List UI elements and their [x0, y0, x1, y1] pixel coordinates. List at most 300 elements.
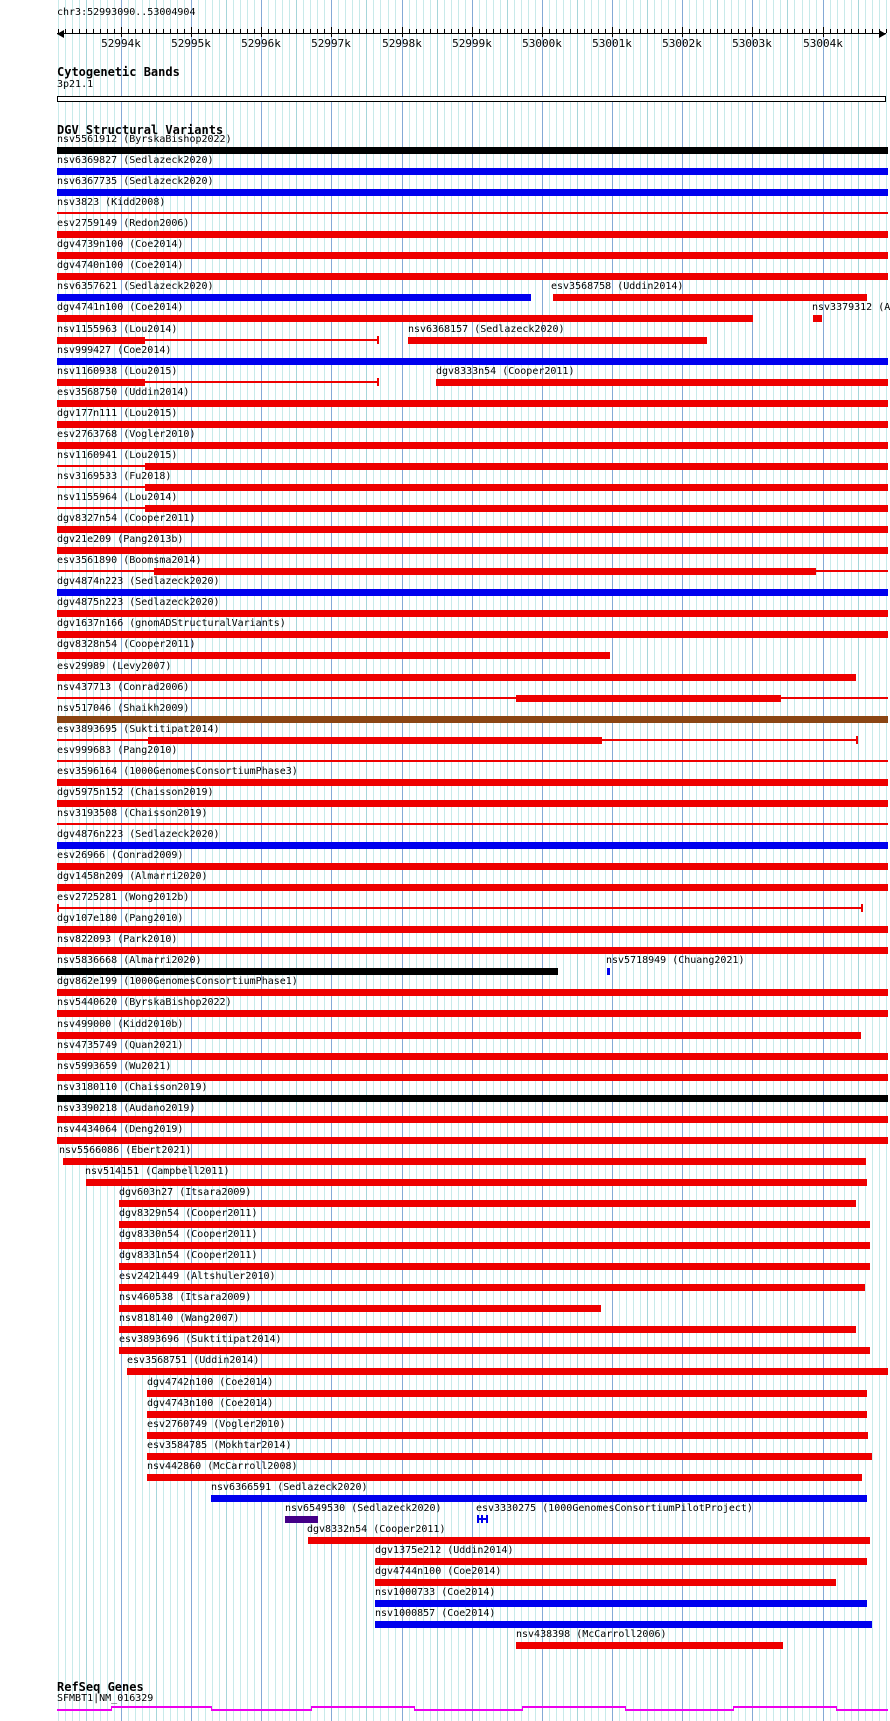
ruler-minor-tick	[703, 29, 704, 33]
ruler-minor-tick	[500, 29, 501, 33]
variant-bar[interactable]	[57, 1116, 888, 1123]
variant-bar[interactable]	[147, 1474, 862, 1481]
ruler-minor-tick	[584, 29, 585, 33]
ruler-minor-tick	[759, 29, 760, 33]
variant-bar[interactable]	[57, 212, 888, 214]
ruler-minor-tick	[254, 29, 255, 33]
variant-label[interactable]: dgv862e199 (1000GenomesConsortiumPhase1)	[57, 976, 298, 987]
variant-bar[interactable]	[57, 1137, 888, 1144]
variant-label[interactable]: nsv1155963 (Lou2014)	[57, 324, 178, 335]
variant-bar[interactable]	[119, 1326, 856, 1333]
gene-line-segment	[57, 1709, 111, 1711]
variant-label[interactable]: dgv107e180 (Pang2010)	[57, 913, 184, 924]
variant-label[interactable]: esv3584785 (Mokhtar2014)	[147, 1440, 292, 1451]
variant-bar[interactable]	[148, 737, 602, 744]
variant-label[interactable]: esv3893696 (Suktitipat2014)	[119, 1334, 282, 1345]
variant-bar[interactable]	[57, 507, 145, 509]
variant-label[interactable]: esv2760749 (Vogler2010)	[147, 1419, 286, 1430]
ruler-minor-tick	[794, 29, 795, 33]
variant-label[interactable]: dgv1458n209 (Almarri2020)	[57, 871, 208, 882]
ruler-minor-tick	[816, 29, 817, 33]
ruler-minor-tick	[135, 29, 136, 33]
variant-bar[interactable]	[516, 1642, 783, 1649]
variant-label[interactable]: dgv8332n54 (Cooper2011)	[307, 1524, 446, 1535]
ruler-minor-tick	[317, 29, 318, 33]
variant-bar[interactable]	[57, 631, 888, 638]
variant-label[interactable]: nsv514151 (Campbell2011)	[85, 1166, 230, 1177]
ruler-minor-tick	[289, 29, 290, 33]
variant-bar[interactable]	[57, 652, 610, 659]
gene-line-step	[311, 1706, 312, 1711]
variant-label[interactable]: esv3330275 (1000GenomesConsortiumPilotProject)	[476, 1503, 753, 1514]
variant-bar[interactable]	[57, 1095, 888, 1102]
ruler-minor-tick	[872, 29, 873, 33]
gene-line-step	[522, 1706, 523, 1711]
variant-label[interactable]: nsv1155964 (Lou2014)	[57, 492, 178, 503]
variant-label[interactable]: nsv4434064 (Deng2019)	[57, 1124, 184, 1135]
ruler-tick-label: 53000k	[522, 37, 562, 50]
ruler-minor-tick	[170, 29, 171, 33]
variant-bar[interactable]	[57, 1074, 888, 1081]
ruler-minor-tick	[591, 29, 592, 33]
variant-label[interactable]: nsv6549530 (Sedlazeck2020)	[285, 1503, 442, 1514]
variant-label[interactable]: dgv4741n100 (Coe2014)	[57, 302, 184, 313]
ruler-minor-tick	[521, 29, 522, 33]
variant-label[interactable]: nsv1000733 (Coe2014)	[375, 1587, 496, 1598]
variant-label[interactable]: esv2763768 (Vogler2010)	[57, 429, 196, 440]
variant-bar[interactable]	[57, 926, 888, 933]
variant-label[interactable]: nsv5561912 (ByrskaBishop2022)	[57, 134, 232, 145]
variant-bar[interactable]	[57, 358, 888, 365]
variant-bar[interactable]	[119, 1200, 856, 1207]
variant-label[interactable]: dgv4743n100 (Coe2014)	[147, 1398, 274, 1409]
ruler-minor-tick	[696, 29, 697, 33]
variant-label[interactable]: nsv1160941 (Lou2015)	[57, 450, 178, 461]
gene-line-step	[211, 1706, 212, 1711]
ruler-minor-tick	[233, 29, 234, 33]
ruler-minor-tick	[486, 29, 487, 33]
variant-bar[interactable]	[57, 779, 888, 786]
variant-bar[interactable]	[57, 1053, 888, 1060]
variant-label[interactable]: nsv6357621 (Sedlazeck2020)	[57, 281, 214, 292]
variant-label[interactable]: esv26966 (Conrad2009)	[57, 850, 184, 861]
variant-label[interactable]: esv3596164 (1000GenomesConsortiumPhase3)	[57, 766, 298, 777]
variant-bar[interactable]	[57, 315, 753, 322]
ruler-tick-label: 52995k	[171, 37, 211, 50]
ruler-minor-tick	[710, 29, 711, 33]
ruler-minor-tick	[787, 29, 788, 33]
variant-label[interactable]: dgv8327n54 (Cooper2011)	[57, 513, 196, 524]
variant-bar[interactable]	[57, 989, 888, 996]
variant-label[interactable]: dgv4744n100 (Coe2014)	[375, 1566, 502, 1577]
variant-bar[interactable]	[57, 968, 558, 975]
ruler-minor-tick	[380, 29, 381, 33]
variant-bar[interactable]	[119, 1263, 870, 1270]
gene-line-segment	[211, 1709, 311, 1711]
variant-label[interactable]: dgv8328n54 (Cooper2011)	[57, 639, 196, 650]
variant-bar[interactable]	[816, 570, 888, 572]
ruler-minor-tick	[388, 29, 389, 33]
variant-bar[interactable]	[147, 1432, 868, 1439]
variant-bar[interactable]	[57, 674, 856, 681]
ruler-minor-tick	[731, 29, 732, 33]
variant-end-tick	[377, 336, 379, 344]
variant-bar[interactable]	[127, 1368, 888, 1375]
variant-bar[interactable]	[602, 739, 856, 741]
variant-bar[interactable]	[119, 1242, 870, 1249]
ruler-minor-tick	[689, 29, 690, 33]
variant-bar[interactable]	[408, 337, 707, 344]
ruler-minor-tick	[879, 29, 880, 33]
variant-end-tick	[477, 1515, 479, 1523]
ruler-minor-tick	[93, 29, 94, 33]
variant-bar[interactable]	[813, 315, 822, 322]
ruler-minor-tick	[837, 29, 838, 33]
variant-bar[interactable]	[57, 884, 888, 891]
variant-label[interactable]: nsv3390218 (Audano2019)	[57, 1103, 196, 1114]
ruler-minor-tick	[128, 29, 129, 33]
gene-line-segment	[522, 1706, 625, 1708]
ruler-minor-tick	[780, 29, 781, 33]
variant-bar[interactable]	[57, 379, 145, 386]
variant-label[interactable]: nsv3193508 (Chaisson2019)	[57, 808, 208, 819]
ruler-minor-tick	[717, 29, 718, 33]
variant-label[interactable]: dgv8330n54 (Cooper2011)	[119, 1229, 258, 1240]
variant-bar[interactable]	[57, 739, 148, 741]
variant-bar[interactable]	[516, 695, 781, 702]
ruler-minor-tick	[345, 29, 346, 33]
variant-bar[interactable]	[57, 465, 145, 467]
variant-label[interactable]: esv999683 (Pang2010)	[57, 745, 178, 756]
variant-bar[interactable]	[145, 505, 888, 512]
variant-label[interactable]: dgv21e209 (Pang2013b)	[57, 534, 184, 545]
ruler-minor-tick	[844, 29, 845, 33]
ruler-tick-label: 52999k	[452, 37, 492, 50]
variant-label[interactable]: dgv8329n54 (Cooper2011)	[119, 1208, 258, 1219]
ruler-minor-tick	[654, 29, 655, 33]
variant-label[interactable]: esv29989 (Levy2007)	[57, 661, 172, 672]
ruler-minor-tick	[409, 29, 410, 33]
variant-bar[interactable]	[57, 947, 888, 954]
ruler-major-tick	[682, 27, 683, 37]
ruler-minor-tick	[310, 29, 311, 33]
variant-bar[interactable]	[375, 1600, 867, 1607]
ruler-minor-tick	[493, 29, 494, 33]
variant-bar[interactable]	[308, 1537, 870, 1544]
variant-bar[interactable]	[57, 863, 888, 870]
refseq-gene-label[interactable]: SFMBT1|NM_016329	[57, 1693, 154, 1704]
variant-bar[interactable]	[145, 463, 888, 470]
ruler-minor-tick	[745, 29, 746, 33]
variant-label[interactable]: nsv460538 (Itsara2009)	[119, 1292, 252, 1303]
ruler-minor-tick	[549, 29, 550, 33]
variant-label[interactable]: esv3568758 (Uddin2014)	[551, 281, 684, 292]
variant-label[interactable]: dgv8331n54 (Cooper2011)	[119, 1250, 258, 1261]
variant-bar[interactable]	[57, 147, 888, 154]
refseq-track-title: RefSeq Genes	[57, 1680, 144, 1694]
gene-line-segment	[625, 1709, 733, 1711]
ruler-minor-tick	[303, 29, 304, 33]
ruler-minor-tick	[577, 29, 578, 33]
variant-label[interactable]: nsv1000857 (Coe2014)	[375, 1608, 496, 1619]
variant-bar[interactable]	[57, 1010, 888, 1017]
variant-label[interactable]: nsv3379312 (A	[812, 302, 890, 313]
variant-bar[interactable]	[57, 231, 888, 238]
variant-bar[interactable]	[147, 1390, 867, 1397]
variant-bar[interactable]	[57, 294, 531, 301]
ruler-tick-label: 52998k	[382, 37, 422, 50]
variant-bar[interactable]	[154, 568, 816, 575]
variant-bar[interactable]	[57, 442, 888, 449]
variant-bar[interactable]	[57, 570, 154, 572]
variant-label[interactable]: esv2759149 (Redon2006)	[57, 218, 190, 229]
variant-label[interactable]: nsv6368157 (Sedlazeck2020)	[408, 324, 565, 335]
variant-bar[interactable]	[57, 526, 888, 533]
variant-bar[interactable]	[57, 337, 145, 344]
variant-label[interactable]: dgv8333n54 (Cooper2011)	[436, 366, 575, 377]
ruler-tick-label: 52996k	[241, 37, 281, 50]
variant-bar[interactable]	[57, 189, 888, 196]
variant-bar[interactable]	[145, 339, 377, 341]
ruler-minor-tick	[598, 29, 599, 33]
variant-label[interactable]: dgv4874n223 (Sedlazeck2020)	[57, 576, 220, 587]
ruler-minor-tick	[465, 29, 466, 33]
ruler-minor-tick	[240, 29, 241, 33]
variant-label[interactable]: nsv5440620 (ByrskaBishop2022)	[57, 997, 232, 1008]
variant-bar[interactable]	[147, 1453, 872, 1460]
variant-bar[interactable]	[57, 400, 888, 407]
variant-bar[interactable]	[145, 484, 888, 491]
variant-bar[interactable]	[57, 589, 888, 596]
variant-bar[interactable]	[119, 1221, 870, 1228]
ruler-minor-tick	[156, 29, 157, 33]
ruler-minor-tick	[514, 29, 515, 33]
ruler-minor-tick	[724, 29, 725, 33]
variant-label[interactable]: nsv822093 (Park2010)	[57, 934, 178, 945]
ruler-minor-tick	[766, 29, 767, 33]
variant-bar[interactable]	[63, 1158, 866, 1165]
gene-line-step	[836, 1706, 837, 1711]
ruler-minor-tick	[142, 29, 143, 33]
ruler-minor-tick	[773, 29, 774, 33]
variant-label[interactable]: dgv4740n100 (Coe2014)	[57, 260, 184, 271]
ruler-tick-label: 52994k	[101, 37, 141, 50]
ruler-major-tick	[261, 27, 262, 37]
ruler-tick-label: 52997k	[311, 37, 351, 50]
ruler-right-arrow-icon	[879, 30, 886, 38]
variant-label[interactable]: nsv1160938 (Lou2015)	[57, 366, 178, 377]
variant-label[interactable]: nsv499000 (Kidd2010b)	[57, 1019, 184, 1030]
variant-label[interactable]: nsv4735749 (Quan2021)	[57, 1040, 184, 1051]
variant-bar[interactable]	[57, 252, 888, 259]
ruler-minor-tick	[275, 29, 276, 33]
variant-end-tick	[856, 736, 858, 744]
variant-end-tick	[861, 904, 863, 912]
gene-line-segment	[836, 1709, 888, 1711]
ruler-minor-tick	[563, 29, 564, 33]
variant-bar[interactable]	[553, 294, 867, 301]
variant-bar[interactable]	[57, 760, 888, 762]
ruler-minor-tick	[626, 29, 627, 33]
variant-bar[interactable]	[57, 800, 888, 807]
ruler-minor-tick	[359, 29, 360, 33]
variant-bar[interactable]	[57, 907, 861, 909]
ruler-minor-tick	[507, 29, 508, 33]
ruler-minor-tick	[149, 29, 150, 33]
variant-bar[interactable]	[57, 1032, 861, 1039]
variant-label[interactable]: nsv818140 (Wang2007)	[119, 1313, 240, 1324]
ruler-tick-label: 53001k	[592, 37, 632, 50]
ruler-minor-tick	[886, 29, 887, 33]
variant-bar[interactable]	[57, 421, 888, 428]
variant-label[interactable]: dgv4742n100 (Coe2014)	[147, 1377, 274, 1388]
gene-line-step	[733, 1706, 734, 1711]
ruler-major-tick	[542, 27, 543, 37]
variant-label[interactable]: esv2725281 (Wong2012b)	[57, 892, 190, 903]
ruler-minor-tick	[226, 29, 227, 33]
variant-label[interactable]: nsv3180110 (Chaisson2019)	[57, 1082, 208, 1093]
variant-label[interactable]: nsv6369827 (Sedlazeck2020)	[57, 155, 214, 166]
variant-bar[interactable]	[375, 1579, 836, 1586]
ruler-minor-tick	[107, 29, 108, 33]
ruler-minor-tick	[184, 29, 185, 33]
variant-label[interactable]: nsv3169533 (Fu2018)	[57, 471, 172, 482]
variant-label[interactable]: nsv517046 (Shaikh2009)	[57, 703, 190, 714]
variant-label[interactable]: nsv6367735 (Sedlazeck2020)	[57, 176, 214, 187]
gene-line-step	[414, 1706, 415, 1711]
variant-label[interactable]: nsv5836668 (Almarri2020)	[57, 955, 202, 966]
ruler-minor-tick	[437, 29, 438, 33]
ruler-major-tick	[752, 27, 753, 37]
ruler-minor-tick	[809, 29, 810, 33]
variant-label[interactable]: dgv5975n152 (Chaisson2019)	[57, 787, 214, 798]
ruler-minor-tick	[205, 29, 206, 33]
ruler-major-tick	[402, 27, 403, 37]
variant-label[interactable]: nsv438398 (McCarroll2006)	[516, 1629, 667, 1640]
ruler-minor-tick	[72, 29, 73, 33]
variant-bar[interactable]	[145, 381, 377, 383]
variant-label[interactable]: dgv4876n223 (Sedlazeck2020)	[57, 829, 220, 840]
ruler-minor-tick	[535, 29, 536, 33]
variant-label[interactable]: nsv5718949 (Chuang2021)	[606, 955, 745, 966]
ruler-minor-tick	[338, 29, 339, 33]
ruler-minor-tick	[282, 29, 283, 33]
variant-bar[interactable]	[607, 968, 610, 975]
ruler-minor-tick	[58, 29, 59, 33]
ruler-minor-tick	[633, 29, 634, 33]
variant-label[interactable]: nsv999427 (Coe2014)	[57, 345, 172, 356]
ruler-minor-tick	[570, 29, 571, 33]
ruler-minor-tick	[430, 29, 431, 33]
ruler-minor-tick	[324, 29, 325, 33]
gene-line-step	[625, 1706, 626, 1711]
variant-bar[interactable]	[119, 1305, 601, 1312]
variant-bar[interactable]	[57, 168, 888, 175]
variant-bar[interactable]	[285, 1516, 318, 1523]
ruler-minor-tick	[451, 29, 452, 33]
ruler-minor-tick	[79, 29, 80, 33]
variant-label[interactable]: esv3568751 (Uddin2014)	[127, 1355, 260, 1366]
ruler-minor-tick	[738, 29, 739, 33]
ruler-minor-tick	[640, 29, 641, 33]
ruler-minor-tick	[858, 29, 859, 33]
variant-bar[interactable]	[119, 1347, 870, 1354]
variant-bar[interactable]	[57, 716, 888, 723]
variant-bar[interactable]	[375, 1621, 872, 1628]
variant-label[interactable]: nsv3823 (Kidd2008)	[57, 197, 166, 208]
variant-bar[interactable]	[211, 1495, 867, 1502]
variant-label[interactable]: esv3561890 (Boomsma2014)	[57, 555, 202, 566]
ruler-minor-tick	[528, 29, 529, 33]
variant-label[interactable]: esv2421449 (Altshuler2010)	[119, 1271, 276, 1282]
variant-label[interactable]: dgv4875n223 (Sedlazeck2020)	[57, 597, 220, 608]
variant-bar[interactable]	[57, 547, 888, 554]
variant-bar[interactable]	[436, 379, 888, 386]
variant-label[interactable]: dgv4739n100 (Coe2014)	[57, 239, 184, 250]
variant-bar[interactable]	[147, 1411, 867, 1418]
variant-label[interactable]: nsv442860 (McCarroll2008)	[147, 1461, 298, 1472]
variant-label[interactable]: nsv437713 (Conrad2006)	[57, 682, 190, 693]
cytoband-name: 3p21.1	[57, 79, 94, 90]
variant-bar[interactable]	[57, 823, 888, 825]
gene-line-segment	[311, 1706, 414, 1708]
variant-label[interactable]: esv3893695 (Suktitipat2014)	[57, 724, 220, 735]
ruler-minor-tick	[114, 29, 115, 33]
ruler-minor-tick	[373, 29, 374, 33]
ruler-minor-tick	[86, 29, 87, 33]
variant-bar[interactable]	[57, 842, 888, 849]
ruler-minor-tick	[605, 29, 606, 33]
region-label: chr3:52993090..53004904	[57, 7, 196, 18]
ruler-major-tick	[472, 27, 473, 37]
ruler-major-tick	[612, 27, 613, 37]
ruler-minor-tick	[100, 29, 101, 33]
ruler-minor-tick	[268, 29, 269, 33]
gene-line-segment	[414, 1709, 522, 1711]
ruler-minor-tick	[423, 29, 424, 33]
dgv-track-title: DGV Structural Variants	[57, 123, 224, 137]
variant-label[interactable]: dgv1637n166 (gnomADStructuralVariants)	[57, 618, 286, 629]
ruler-tick-label: 53003k	[732, 37, 772, 50]
variant-bar[interactable]	[119, 1284, 865, 1291]
variant-bar[interactable]	[375, 1558, 867, 1565]
variant-bar[interactable]	[57, 273, 888, 280]
variant-bar[interactable]	[57, 486, 145, 488]
variant-label[interactable]: dgv1375e212 (Uddin2014)	[375, 1545, 514, 1556]
variant-label[interactable]: nsv5566086 (Ebert2021)	[59, 1145, 192, 1156]
ruler-minor-tick	[416, 29, 417, 33]
ruler-minor-tick	[247, 29, 248, 33]
ruler-minor-tick	[177, 29, 178, 33]
ruler-major-tick	[823, 27, 824, 37]
variant-label[interactable]: dgv603n27 (Itsara2009)	[119, 1187, 252, 1198]
ruler-minor-tick	[830, 29, 831, 33]
variant-label[interactable]: nsv5993659 (Wu2021)	[57, 1061, 172, 1072]
variant-label[interactable]: esv3568750 (Uddin2014)	[57, 387, 190, 398]
variant-label[interactable]: dgv177n111 (Lou2015)	[57, 408, 178, 419]
variant-bar[interactable]	[86, 1179, 867, 1186]
ruler-minor-tick	[865, 29, 866, 33]
variant-end-tick	[481, 1515, 483, 1523]
variant-end-tick	[486, 1515, 488, 1523]
variant-label[interactable]: nsv6366591 (Sedlazeck2020)	[211, 1482, 368, 1493]
ruler-minor-tick	[661, 29, 662, 33]
cytoband-bar[interactable]	[57, 96, 886, 102]
ruler-major-tick	[331, 27, 332, 37]
ruler-minor-tick	[219, 29, 220, 33]
ruler-minor-tick	[619, 29, 620, 33]
variant-bar[interactable]	[57, 610, 888, 617]
